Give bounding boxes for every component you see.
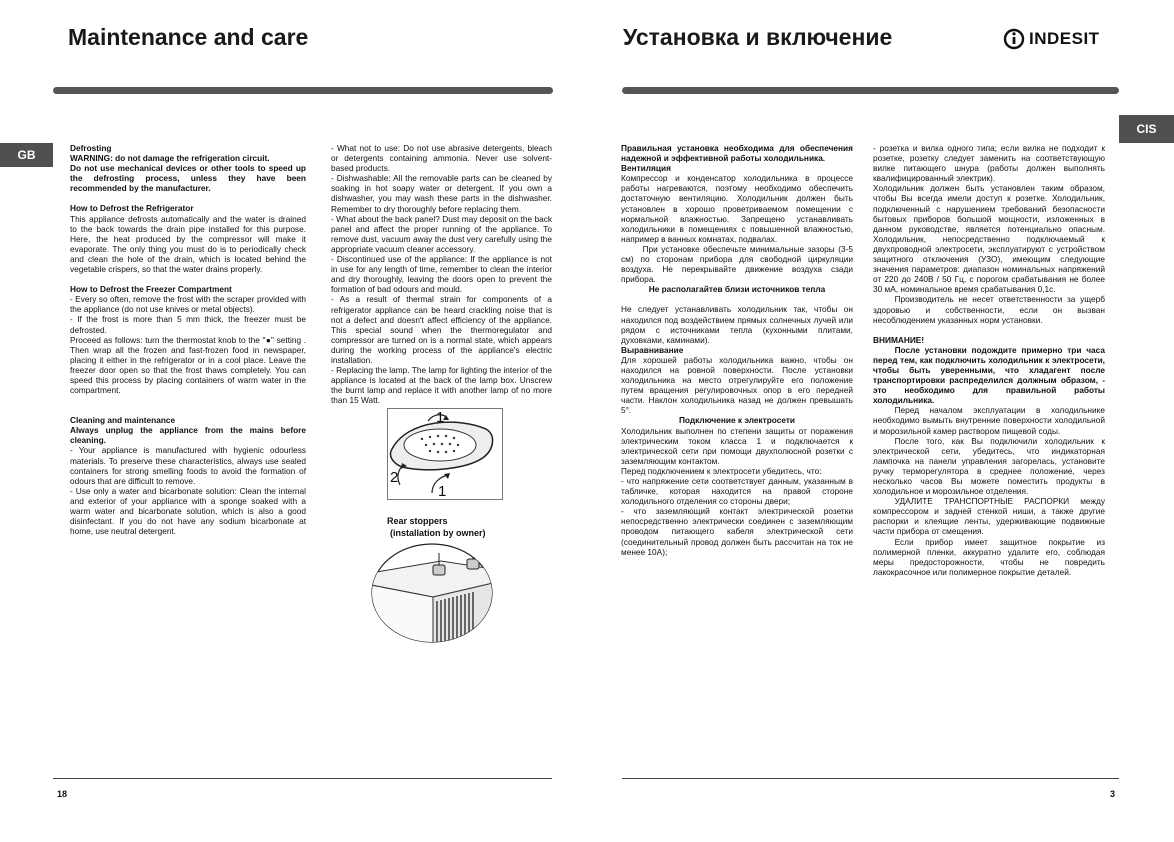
language-tab-cis: CIS xyxy=(1119,115,1174,143)
section-heading: ВНИМАНИЕ! xyxy=(873,334,925,345)
section-heading: How to Defrost the Refrigerator xyxy=(70,203,194,214)
language-tab-gb: GB xyxy=(0,143,53,167)
paragraph-spacer xyxy=(621,294,853,304)
section-heading: How to Defrost the Freezer Compartment xyxy=(70,284,232,295)
rear-stoppers-caption xyxy=(387,515,486,539)
section-heading: После установки подождите примерно три часа перед тем, как подключить холодильник к электросети, чтобы быть уверенными, что хладагент после транспортировки распределился должным образом, - это необходимо для правильной работы холодильника. xyxy=(873,344,1105,406)
paragraph: Холодильник выполнен по степени защиты от поражения электрическим током класса 1 и подключается к электрической сети при помощи двухполюсной розетки с заземляющим контактом. xyxy=(621,425,853,466)
caption-line-1: Rear stoppers xyxy=(387,516,448,526)
text-column-2 xyxy=(331,143,552,405)
text-column-3 xyxy=(621,143,853,557)
page-title-right: Установка и включение xyxy=(623,24,893,50)
paragraph: Перед подключением к электросети убедитесь, что: xyxy=(621,465,822,476)
paragraph: - Use only a water and bicarbonate solution: Clean the internal and exterior of your appliance with a sponge soaked with a warm water and bicarbonate solution, which is also a good disinfectant. If you do not have any sodium bicarbonate at home, use neutral detergent. xyxy=(70,485,306,537)
figure-label-1-bottom: 1 xyxy=(438,483,447,500)
section-heading: Правильная установка необходима для обеспечения надежной и эффективной работы холодильника. xyxy=(621,143,853,164)
indesit-logo-icon xyxy=(1003,28,1025,50)
paragraph: Не следует устанавливать холодильник так, чтобы он находился под воздействием прямых солнечных лучей или рядом с источниками тепла (кухонными плитами, духовками, каминами). xyxy=(621,304,853,345)
text-column-1 xyxy=(70,143,306,536)
paragraph: Производитель не несет ответственности за ущерб здоровью и собственности, если он вызван несоблюдением указанных норм установки. xyxy=(873,294,1105,325)
figure-label-2: 2 xyxy=(390,469,399,486)
paragraph: - Dishwashable: All the removable parts can be cleaned by soaking in hot soapy water or detergent. If you own a dishwasher, you may wash these parts in the dishwasher. Remember to dry thoroughly before replacing them. xyxy=(331,173,552,214)
page-number-right: 3 xyxy=(1110,789,1116,799)
paragraph: - What not to use: Do not use abrasive detergents, bleach or detergents containing ammonia. Never use solvent-based products. xyxy=(331,143,552,174)
footer-line-left xyxy=(53,778,552,779)
lamp-replacement-figure xyxy=(387,408,503,500)
paragraph: - Every so often, remove the frost with the scraper provided with the appliance (do not use knives or metal objects). xyxy=(70,294,306,315)
paragraph-spacer xyxy=(70,395,306,415)
figure-label-1-top: 1 xyxy=(436,409,445,426)
paragraph-spacer xyxy=(873,325,1105,335)
paragraph: This appliance defrosts automatically and the water is drained to the back towards the drain pipe installed for this purpose. Here, the heat produced by the compressor will make it evaporate. The only thing you must do is to periodically check and clean the hole of the drain, which is located behind the vegetable crispers, so that the water drains properly. xyxy=(70,213,306,275)
footer-line-right xyxy=(622,778,1119,779)
paragraph: - Your appliance is manufactured with hygienic odourless materials. To preserve these characteristics, always use sealed containers for strong smelling foods to avoid the formation of odours that are difficult to remove. xyxy=(70,445,306,486)
page-title-left: Maintenance and care xyxy=(68,24,309,50)
paragraph: - что заземляющий контакт электрической розетки непосредственно электрически соединен с заземляющим проводом питающего кабеля электрической сети (соединительный провод должен быть рассчитан на ток не менее 10А); xyxy=(621,506,853,557)
paragraph-spacer xyxy=(70,193,306,203)
section-heading: Вентиляция xyxy=(621,163,671,174)
text-column-4 xyxy=(873,143,1105,577)
caption-line-2: (installation by owner) xyxy=(390,528,486,538)
brand-name: INDESIT xyxy=(1029,29,1100,48)
paragraph: Proceed as follows: turn the thermostat knob to the "●" setting . Then wrap all the frozen and fast-frozen food in newspaper, placing it either in the refrigerator or in a cool place. Leave the freezer door open so that the frost thaws completely. You can speed this process by placing containers of warm water in the compartment. xyxy=(70,334,306,396)
section-heading: Do not use mechanical devices or other tools to speed up the defrosting process, unless they have been recommended by the manufacturer. xyxy=(70,163,306,194)
paragraph: Холодильник должен быть установлен таким образом, чтобы Вы всегда имели доступ к розетке. Холодильник, подключенный с нарушением требований безопасности бытовых приборов большой мощности, изложенных в данном руководстве, является потенциально опасным. Холодильник, непосредственно подключаемый к двухпроводной электросети, эксплуатируют с устройством защитного отключения (УЗО), имеющим следующие значения параметров: диапазон номинальных напряжений от 220 до 240В / 50 Гц, с порогом срабатывания не более 30 мА, номинальное время срабатывания 0,1с. xyxy=(873,183,1105,295)
paragraph: Перед началом эксплуатации в холодильнике необходимо вымыть внутренние поверхности холодильной и морозильной камер раствором пищевой соды. xyxy=(873,405,1105,436)
paragraph: - Discontinued use of the appliance: If the appliance is not in use for any length of time, remember to clean the interior and dry thoroughly, leaving the doors open to prevent the formation of bad odours and mould. xyxy=(331,254,552,295)
paragraph-spacer xyxy=(70,274,306,284)
paragraph: Для хорошей работы холодильника важно, чтобы он находился на ровной поверхности. После установки холодильника на место отрегулируйте его положение путем вращения регулировочных опор в его передней части. Наклон холодильника назад не должен превышать 5°. xyxy=(621,354,853,416)
paragraph: - что напряжение сети соответствует данным, указанным в табличке, которая находится на правой стороне холодильного отделения со стороны двери; xyxy=(621,476,853,507)
paragraph: - Replacing the lamp. The lamp for lighting the interior of the appliance is located at the back of the lamp box. Unscrew the burnt lamp and replace it with another lamp of no more than 15 Watt. xyxy=(331,365,552,406)
paragraph: - As a result of thermal strain for components of a refrigerator appliance can be heard crackling noise that is not a defect and doesn't affect efficiency of the appliance. This special sound when the thermoregulator and compressor are turned on is a normal state, which appears during the working process of the appliance's electric installation. xyxy=(331,294,552,365)
paragraph: УДАЛИТЕ ТРАНСПОРТНЫЕ РАСПОРКИ между компрессором и задней стенкой ниши, а также другие распорки и клеящие ленты, удерживающие подвижные части прибора от смещения. xyxy=(873,496,1105,537)
brand-logo xyxy=(1003,28,1100,50)
paragraph: После того, как Вы подключили холодильник к электрической сети, убедитесь, что индикаторная лампочка на панели управления загорелась, установите ручку терморегулятора в среднее положение, через несколько часов Вы можете поместить продукты в холодильное и морозильное отделения. xyxy=(873,435,1105,497)
paragraph: - What about the back panel? Dust may deposit on the back panel and affect the proper running of the appliance. To remove dust, vacuum away the dust very carefully using the appropriate vacuum cleaner accessory. xyxy=(331,213,552,254)
rear-stoppers-figure xyxy=(371,543,493,643)
paragraph: Компрессор и конденсатор холодильника в процессе работы нагреваются, поэтому необходимо обеспечить достаточную вентиляцию. Холодильник должен быть установлен в хорошо проветриваемом помещении с нормальной влажностью. Запрещено устанавливать холодильники в помещениях с повышенной влажностью, например в ванных комнатах, подвалах. xyxy=(621,173,853,244)
paragraph: - розетка и вилка одного типа; если вилка не подходит к розетке, розетку следует заменить на соответствующую вилке питающего шнура (работы должен выполнять квалифицированный электрик). xyxy=(873,143,1105,184)
section-heading: Cleaning and maintenance xyxy=(70,415,176,426)
section-heading: Подключение к электросети xyxy=(678,415,796,426)
paragraph: При установке обеспечьте минимальные зазоры (3-5 см) по сторонам прибора для свободной циркуляции воздуха. Не перекрывайте движение воздуха сзади прибора. xyxy=(621,243,853,285)
section-heading: Не располагайтев близи источников тепла xyxy=(648,284,826,295)
header-bar-left xyxy=(53,87,553,94)
section-heading: Always unplug the appliance from the mains before cleaning. xyxy=(70,425,306,446)
page-number-left: 18 xyxy=(57,789,68,799)
paragraph: - If the frost is more than 5 mm thick, the freezer must be defrosted. xyxy=(70,314,306,335)
section-heading: Defrosting xyxy=(70,143,112,153)
paragraph: Если прибор имеет защитное покрытие из полимерной пленки, аккуратно удалите его, соблюдая меры предосторожности, чтобы не повредить лакокрасочное или полимерное покрытие деталей. xyxy=(873,536,1105,577)
section-heading: Выравнивание xyxy=(621,344,684,355)
header-bar-right xyxy=(622,87,1119,94)
section-heading: WARNING: do not damage the refrigeration circuit. xyxy=(70,153,270,164)
